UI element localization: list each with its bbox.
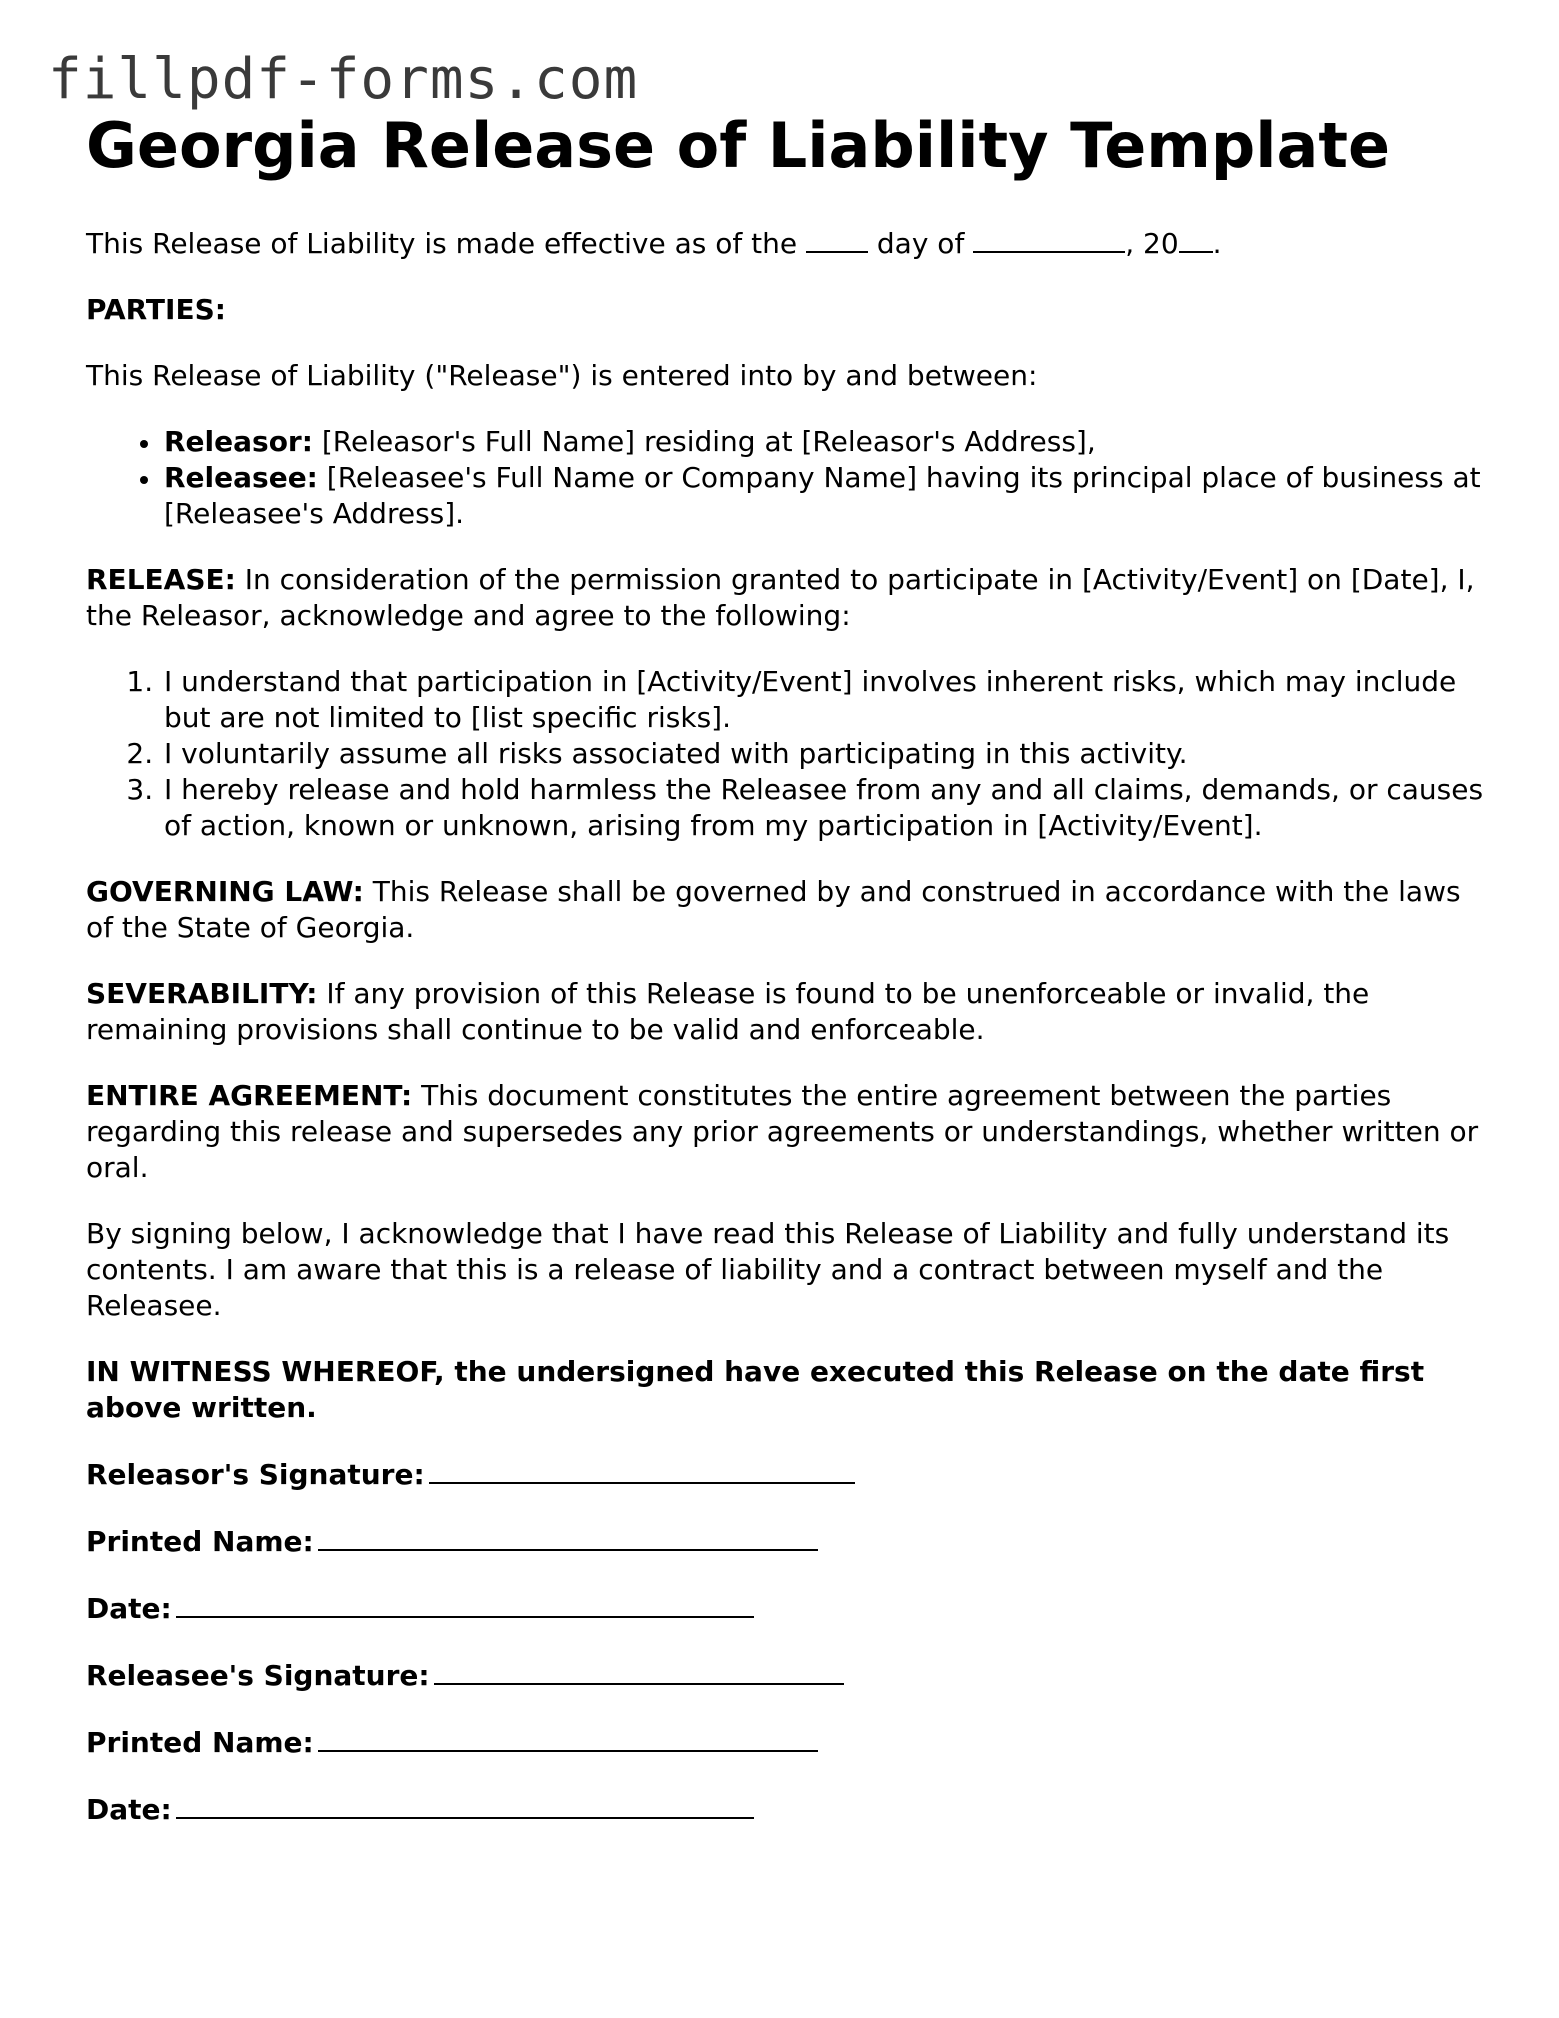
severability-label: SEVERABILITY: [86, 977, 318, 1010]
parties-heading [86, 292, 1486, 328]
document-title: Georgia Release of Liability Template [86, 109, 1391, 182]
releasor-printed-name-label: Printed Name: [86, 1525, 314, 1558]
releasor-printed-name-field[interactable] [318, 1523, 818, 1551]
release-label: RELEASE: [86, 563, 236, 596]
governing-law-paragraph [86, 874, 1486, 946]
intro-prefix: This Release of Liability is made effective as of the [86, 227, 798, 260]
releasor-label: Releasor: [164, 425, 313, 458]
witness-paragraph [86, 1354, 1486, 1426]
month-blank[interactable] [973, 227, 1125, 253]
list-item [162, 424, 1486, 460]
releasee-signature-label: Releasee's Signature: [86, 1659, 430, 1692]
releasor-text: [Releasor's Full Name] residing at [Releasor's Address], [312, 425, 1096, 458]
intro-suffix: . [1212, 227, 1222, 260]
list-item: 2. I voluntarily assume all risks associated with participating in this activity. [162, 736, 1486, 772]
releasor-date-line [86, 1590, 1486, 1627]
list-item: 1. I understand that participation in [Activity/Event] involves inherent risks, which may include but are not limited to [list specific risks]. [162, 664, 1486, 736]
parties-lead: This Release of Liability ("Release") is entered into by and between: [86, 359, 1038, 392]
list-item: 3. I hereby release and hold harmless the Releasee from any and all claims, demands, or causes of action, known or unknown, arising from my participation in [Activity/Event]. [162, 772, 1486, 844]
intro-year-prefix: , 20 [1125, 227, 1179, 260]
releasee-date-label: Date: [86, 1793, 172, 1826]
releasee-signature-line [86, 1657, 1486, 1694]
acknowledgment-paragraph: By signing below, I acknowledge that I have read this Release of Liability and fully understand its contents. I am aware that this is a release of liability and a contract between myself and the Releasee. [86, 1217, 1450, 1322]
releasor-signature-label: Releasor's Signature: [86, 1458, 425, 1491]
governing-law-text: This Release shall be governed by and construed in accordance with the laws of the State of Georgia. [86, 875, 1461, 944]
releasee-signature-field[interactable] [434, 1657, 844, 1685]
day-blank[interactable] [806, 227, 868, 253]
list-item [162, 460, 1486, 532]
governing-law-label: GOVERNING LAW: [86, 875, 364, 908]
releasor-date-label: Date: [86, 1592, 172, 1625]
severability-text: If any provision of this Release is found to be unenforceable or invalid, the remaining provisions shall continue to be valid and enforceable. [86, 977, 1370, 1046]
release-terms-list [86, 664, 1486, 844]
releasor-printed-name-line [86, 1523, 1486, 1560]
watermark: fillpdf-forms.com [48, 47, 639, 112]
intro-paragraph [86, 226, 1486, 262]
releasor-signature-field[interactable] [429, 1456, 855, 1484]
severability-paragraph [86, 976, 1486, 1048]
release-text: In consideration of the permission granted to participate in [Activity/Event] on [Date], I, the Releasor, acknowledge and agree to the following: [86, 563, 1475, 632]
entire-agreement-paragraph [86, 1078, 1486, 1186]
release-paragraph [86, 562, 1486, 634]
releasee-printed-name-line [86, 1724, 1486, 1761]
releasee-text: [Releasee's Full Name or Company Name] having its principal place of business at [Releasee's Address]. [164, 461, 1481, 530]
releasee-printed-name-label: Printed Name: [86, 1726, 314, 1759]
releasor-signature-line [86, 1456, 1486, 1493]
releasee-date-field[interactable] [176, 1791, 754, 1819]
entire-agreement-label: ENTIRE AGREEMENT: [86, 1079, 413, 1112]
entire-agreement-text: This document constitutes the entire agreement between the parties regarding this release and supersedes any prior agreements or understandings, whether written or oral. [86, 1079, 1479, 1184]
releasee-label: Releasee: [164, 461, 318, 494]
releasee-printed-name-field[interactable] [318, 1724, 818, 1752]
document-body [86, 108, 1486, 1858]
parties-heading-text: PARTIES: [86, 293, 226, 326]
witness-text: IN WITNESS WHEREOF, the undersigned have executed this Release on the date first above written. [86, 1355, 1425, 1424]
releasee-date-line [86, 1791, 1486, 1828]
intro-day-word: day of [876, 227, 965, 260]
year-blank[interactable] [1179, 227, 1213, 253]
releasor-date-field[interactable] [176, 1590, 754, 1618]
parties-list [86, 424, 1486, 532]
